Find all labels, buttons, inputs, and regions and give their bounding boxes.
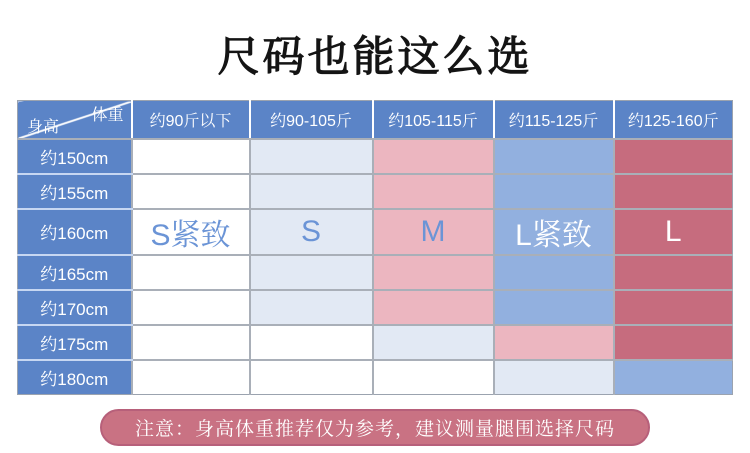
size-zone-cell: L紧致: [494, 209, 614, 255]
table-row: [18, 360, 733, 395]
size-zone-cell: [132, 255, 250, 290]
size-chart-table: [17, 100, 733, 395]
size-zone-cell: [373, 174, 494, 209]
size-zone-cell: [373, 290, 494, 325]
height-row-header: 约175cm: [18, 325, 132, 360]
size-zone-cell: [373, 360, 494, 395]
size-zone-cell: S紧致: [132, 209, 250, 255]
size-zone-cell: [132, 360, 250, 395]
corner-diagonal-cell: [18, 101, 132, 139]
weight-col-header: 约90-105斤: [250, 101, 373, 139]
size-zone-cell: [494, 290, 614, 325]
note-banner: 注意：身高体重推荐仅为参考，建议测量腿围选择尺码: [100, 409, 650, 446]
table-row: [18, 139, 733, 174]
height-row-header: 约180cm: [18, 360, 132, 395]
size-zone-cell: [132, 325, 250, 360]
size-zone-cell: [614, 290, 733, 325]
size-zone-cell: [614, 255, 733, 290]
table-row: [18, 325, 733, 360]
size-zone-cell: L: [614, 209, 733, 255]
size-zone-cell: [373, 139, 494, 174]
size-zone-cell: [494, 360, 614, 395]
size-zone-cell: M: [373, 209, 494, 255]
height-row-header: 约150cm: [18, 139, 132, 174]
size-zone-cell: [614, 174, 733, 209]
size-zone-cell: [373, 255, 494, 290]
size-zone-cell: [614, 139, 733, 174]
size-zone-cell: [494, 139, 614, 174]
height-row-header: 约160cm: [18, 209, 132, 255]
weight-col-header: 约105-115斤: [373, 101, 494, 139]
size-zone-cell: [250, 290, 373, 325]
weight-col-header: 约90斤以下: [132, 101, 250, 139]
size-zone-cell: [250, 255, 373, 290]
size-zone-cell: S: [250, 209, 373, 255]
corner-weight-label: 体重: [91, 107, 124, 125]
weight-col-header: 约125-160斤: [614, 101, 733, 139]
size-zone-cell: [250, 325, 373, 360]
page-title: 尺码也能这么选: [217, 33, 533, 80]
table-row: [18, 255, 733, 290]
weight-col-header: 约115-125斤: [494, 101, 614, 139]
size-zone-cell: [250, 360, 373, 395]
corner-height-label: 身高: [27, 118, 60, 136]
size-zone-cell: [373, 325, 494, 360]
size-zone-cell: [494, 255, 614, 290]
table-row: [18, 290, 733, 325]
size-zone-cell: [250, 174, 373, 209]
size-label-row: [18, 209, 733, 255]
size-zone-cell: [250, 139, 373, 174]
height-row-header: 约170cm: [18, 290, 132, 325]
size-zone-cell: [614, 360, 733, 395]
weight-header-row: [18, 101, 733, 139]
size-zone-cell: [132, 290, 250, 325]
table-row: [18, 174, 733, 209]
size-zone-cell: [614, 325, 733, 360]
size-zone-cell: [494, 174, 614, 209]
size-zone-cell: [494, 325, 614, 360]
size-zone-cell: [132, 174, 250, 209]
size-zone-cell: [132, 139, 250, 174]
height-row-header: 约155cm: [18, 174, 132, 209]
height-row-header: 约165cm: [18, 255, 132, 290]
